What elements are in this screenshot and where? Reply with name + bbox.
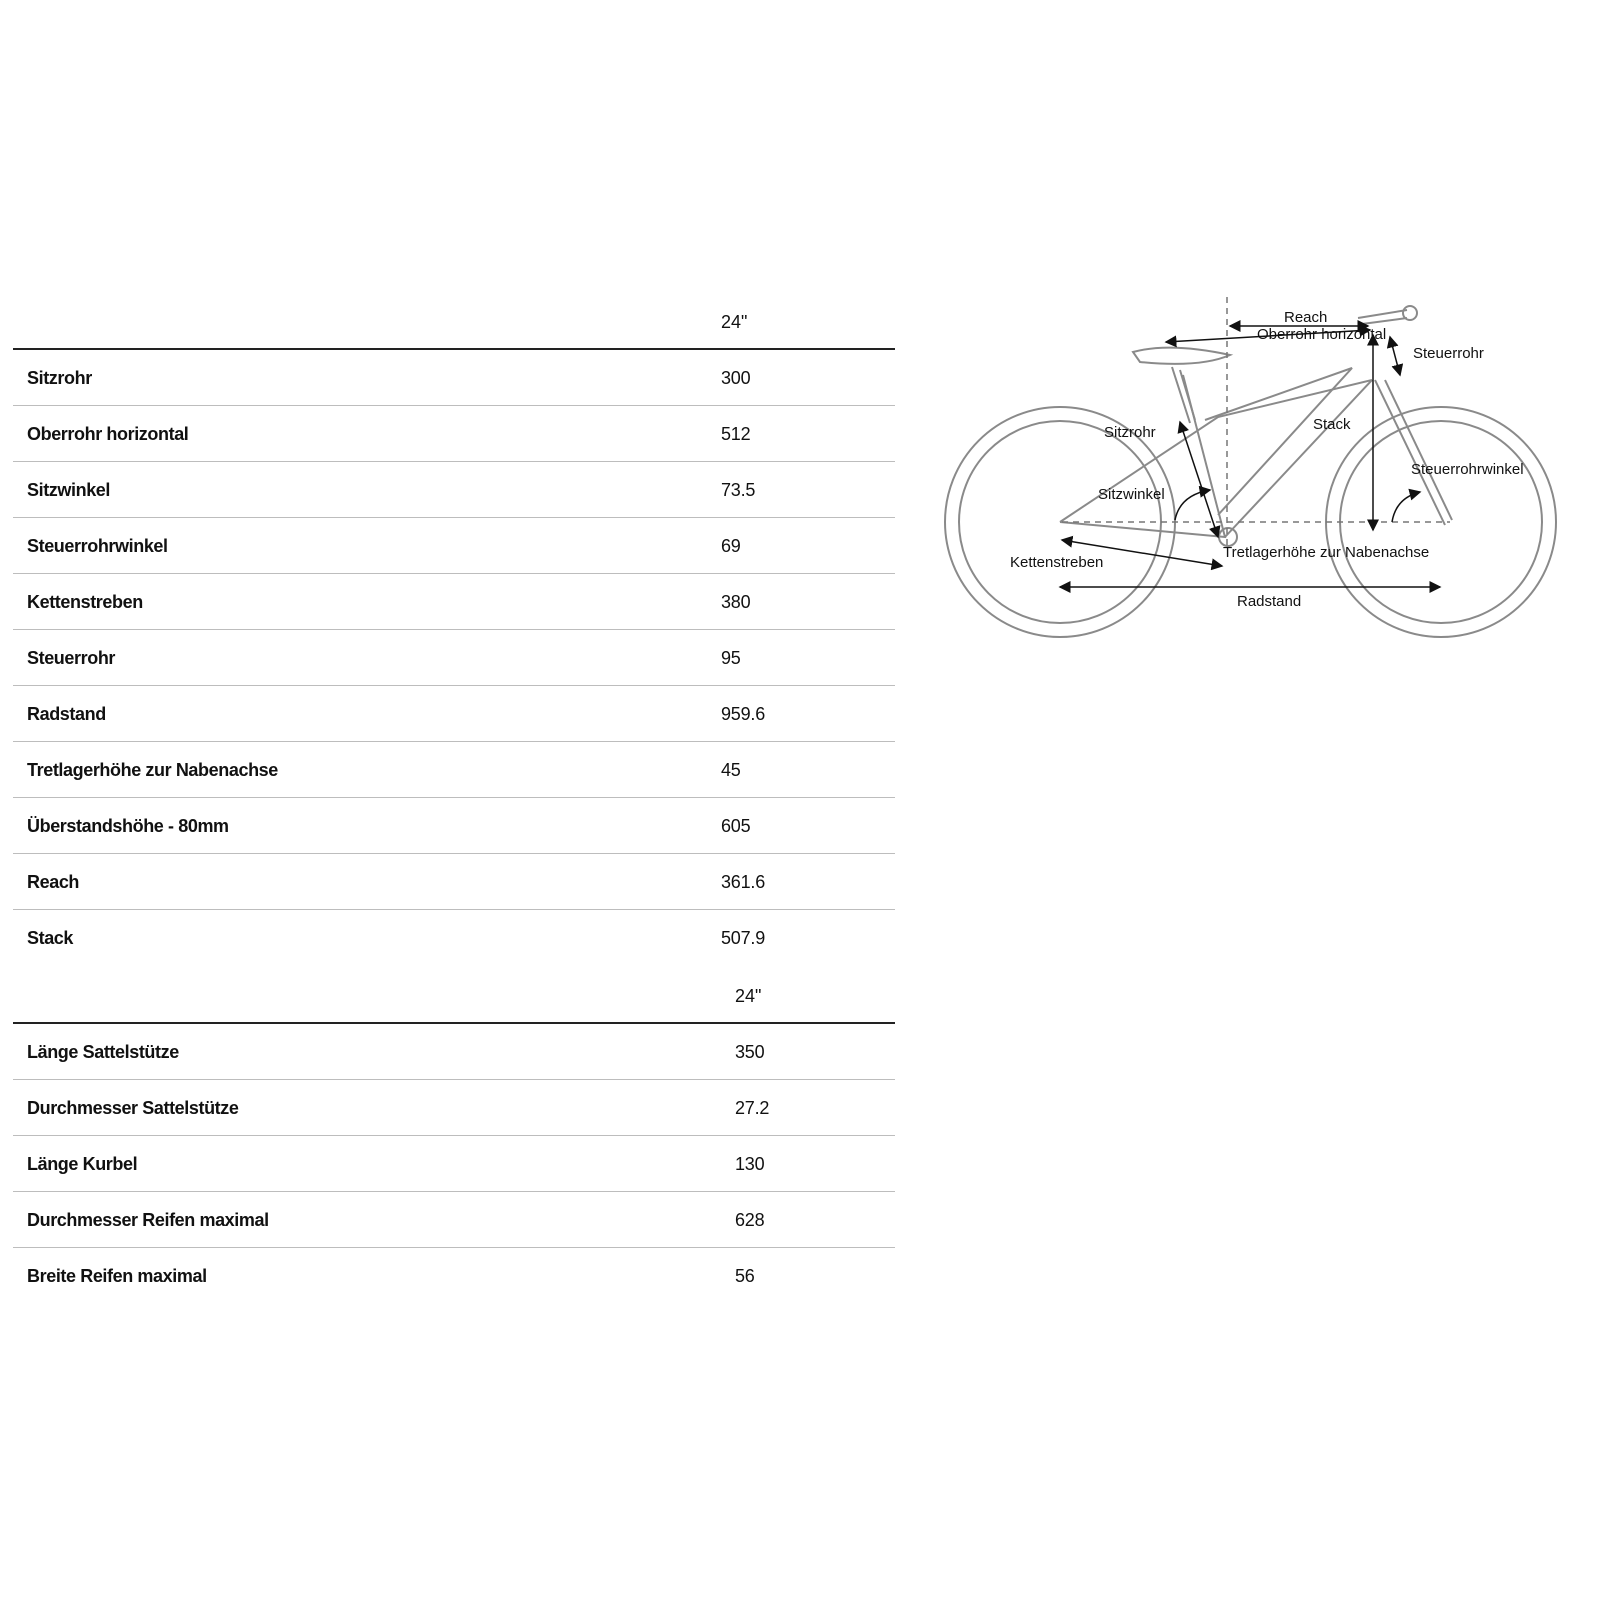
row-value: 95 (721, 648, 741, 668)
table-row (13, 1192, 895, 1248)
table-row (13, 406, 895, 462)
table-row (13, 742, 895, 798)
row-value: 959.6 (721, 704, 766, 724)
label-reach: Reach (1284, 309, 1328, 326)
row-label: Breite Reifen maximal (27, 1266, 207, 1286)
label-steuerrohrwinkel: Steuerrohrwinkel (1411, 461, 1524, 478)
row-label: Oberrohr horizontal (27, 424, 189, 444)
table-row (13, 1136, 895, 1192)
label-radstand: Radstand (1237, 593, 1302, 610)
table-row (13, 574, 895, 630)
geometry-table (13, 300, 895, 965)
table-row (13, 854, 895, 910)
row-value: 605 (721, 816, 751, 836)
size-header: 24" (735, 986, 762, 1006)
table-row (13, 798, 895, 854)
component-table-header (13, 974, 895, 1024)
row-value: 300 (721, 368, 751, 388)
row-value: 361.6 (721, 872, 766, 892)
row-value: 73.5 (721, 480, 756, 500)
row-label: Reach (27, 872, 80, 892)
row-value: 507.9 (721, 928, 766, 948)
row-label: Radstand (27, 704, 106, 724)
table-row (13, 686, 895, 742)
row-value: 380 (721, 592, 751, 612)
row-value: 130 (735, 1154, 765, 1174)
table-row (13, 462, 895, 518)
label-sitzrohr: Sitzrohr (1104, 424, 1156, 441)
table-row (13, 350, 895, 406)
row-label: Stack (27, 928, 74, 948)
label-steuerrohr: Steuerrohr (1413, 345, 1484, 362)
row-label: Tretlagerhöhe zur Nabenachse (27, 760, 278, 780)
table-row (13, 1080, 895, 1136)
table-row (13, 630, 895, 686)
row-label: Kettenstreben (27, 592, 143, 612)
row-value: 512 (721, 424, 751, 444)
row-label: Sitzrohr (27, 368, 92, 388)
row-label: Durchmesser Sattelstütze (27, 1098, 239, 1118)
component-table (13, 974, 895, 1303)
bike-geometry-diagram (940, 290, 1570, 650)
row-label: Länge Kurbel (27, 1154, 138, 1174)
row-label: Sitzwinkel (27, 480, 111, 500)
label-kettenstreben: Kettenstreben (1010, 554, 1104, 571)
label-stack: Stack (1313, 416, 1351, 433)
label-sitzwinkel: Sitzwinkel (1098, 486, 1165, 503)
table-row (13, 1248, 895, 1303)
row-value: 628 (735, 1210, 765, 1230)
row-label: Durchmesser Reifen maximal (27, 1210, 269, 1230)
row-label: Überstandshöhe - 80mm (27, 816, 229, 836)
row-value: 45 (721, 760, 741, 780)
row-value: 69 (721, 536, 741, 556)
table-row (13, 518, 895, 574)
row-value: 27.2 (735, 1098, 770, 1118)
table-row (13, 910, 895, 965)
label-tretlager: Tretlagerhöhe zur Nabenachse (1223, 544, 1430, 561)
row-value: 350 (735, 1042, 765, 1062)
table-row (13, 1024, 895, 1080)
row-label: Länge Sattelstütze (27, 1042, 179, 1062)
geometry-table-header (13, 300, 895, 350)
row-label: Steuerrohrwinkel (27, 536, 168, 556)
label-oberrohr: Oberrohr horizontal (1257, 326, 1387, 343)
size-header: 24" (721, 312, 748, 332)
row-value: 56 (735, 1266, 755, 1286)
diagram-labels (1010, 309, 1524, 610)
row-label: Steuerrohr (27, 648, 116, 668)
